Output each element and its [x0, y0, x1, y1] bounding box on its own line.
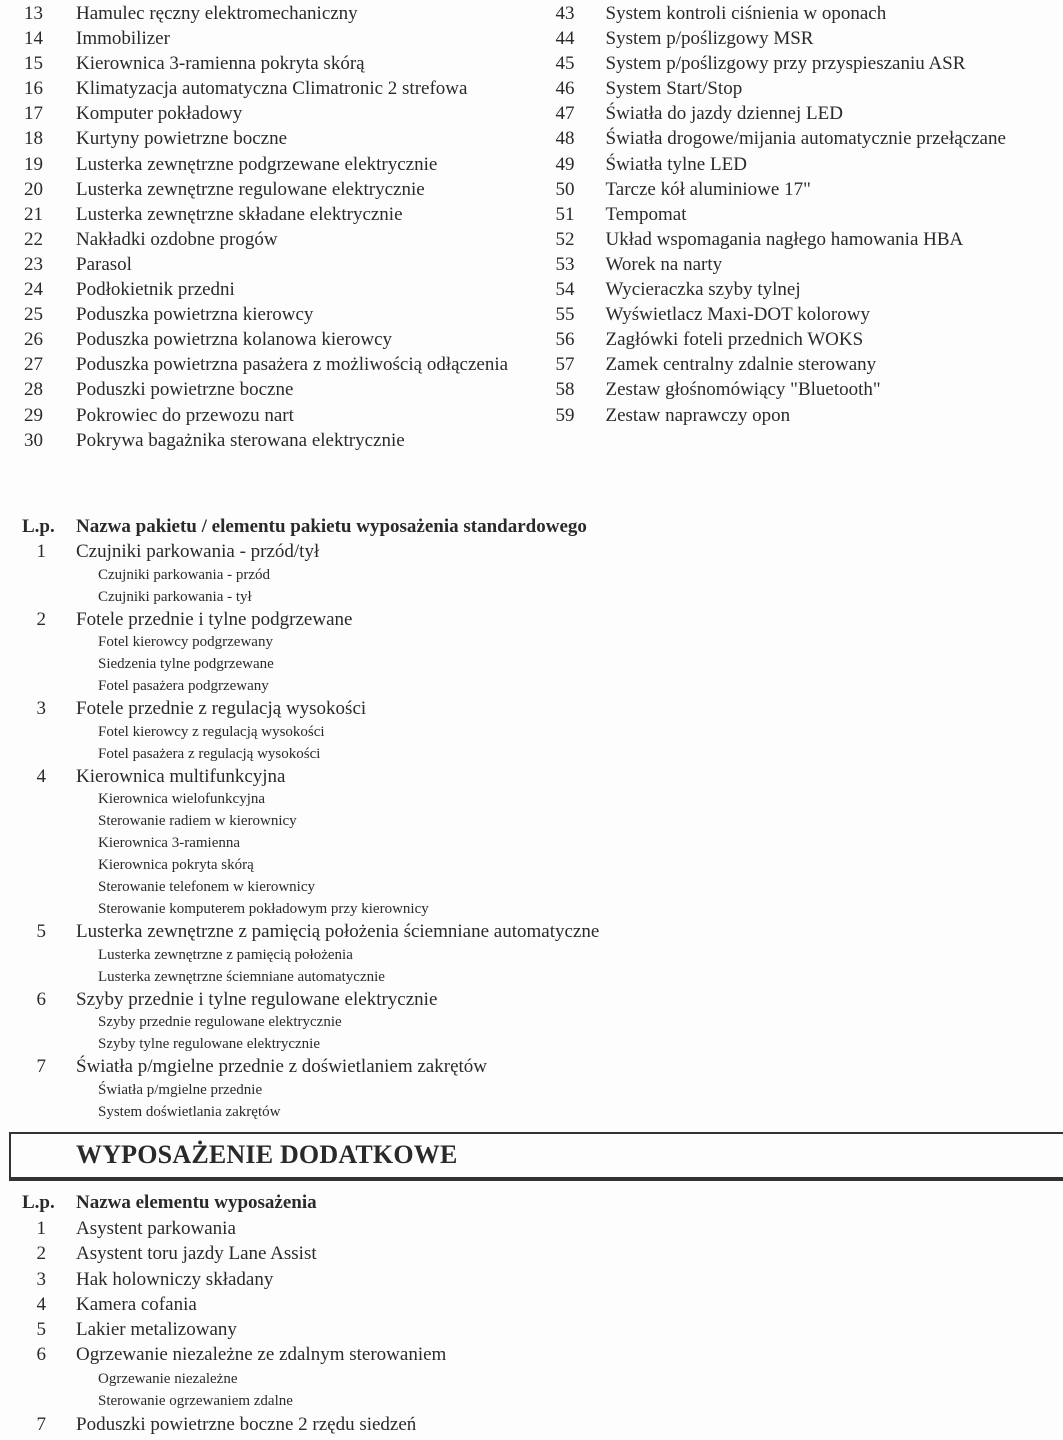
item-name: Podłokietnik przedni: [76, 279, 235, 301]
item-name: Zagłówki foteli przednich WOKS: [605, 329, 864, 351]
item-name: Pokrywa bagażnika sterowana elektrycznie: [76, 429, 405, 451]
sub-item: Szyby przednie regulowane elektrycznie: [98, 1014, 342, 1030]
item-number: 29: [24, 404, 43, 426]
item-number: 16: [24, 78, 43, 100]
item-number: 13: [24, 3, 43, 24]
item-number: 56: [555, 329, 575, 351]
list-item: [0, 1412, 1063, 1437]
item-number: 21: [24, 203, 43, 225]
item-name: Wycieraczka szyby tylnej: [605, 279, 801, 301]
item-name: Klimatyzacja automatyczna Climatronic 2 strefowa: [76, 78, 468, 100]
item-name: Światła p/mgielne przednie z doświetlaniem zakrętów: [76, 1056, 487, 1077]
list-item: [0, 126, 532, 151]
item-name: System kontroli ciśnienia w oponach: [605, 3, 887, 24]
list-item: [0, 26, 532, 51]
item-name: Czujniki parkowania - przód/tył: [76, 541, 320, 562]
equipment-row: [0, 252, 1063, 277]
list-item: [0, 1342, 1063, 1367]
item-number: 46: [555, 78, 575, 100]
list-item: [0, 608, 1063, 632]
equipment-row: [0, 26, 1063, 51]
equipment-row: [0, 202, 1063, 227]
item-name: Worek na narty: [605, 253, 723, 275]
list-item: [532, 403, 1063, 428]
item-number: 23: [24, 253, 43, 275]
list-item: [0, 1241, 1063, 1266]
item-name: Układ wspomagania nagłego hamowania HBA: [605, 228, 964, 250]
item-name: Lusterka zewnętrzne regulowane elektrycznie: [76, 178, 425, 200]
list-item: [0, 428, 532, 453]
equipment-row: [0, 377, 1063, 402]
sub-item: Sterowanie ogrzewaniem zdalne: [98, 1392, 293, 1409]
item-name: Fotele przednie i tylne podgrzewane: [76, 608, 353, 630]
list-item: [0, 101, 532, 126]
header-lp: L.p.: [22, 516, 55, 537]
list-item: [532, 302, 1063, 327]
item-name: System Start/Stop: [605, 78, 743, 100]
equipment-row: [0, 152, 1063, 177]
item-number: 22: [24, 228, 43, 250]
equipment-row: [0, 126, 1063, 151]
list-item: [532, 26, 1063, 51]
sub-item: Lusterka zewnętrzne z pamięcią położenia: [98, 946, 353, 963]
item-number: 49: [555, 153, 575, 175]
item-number: 45: [555, 53, 575, 75]
list-item: [0, 302, 532, 327]
item-name: Szyby przednie i tylne regulowane elektrycznie: [76, 988, 438, 1010]
item-name: Asystent toru jazdy Lane Assist: [76, 1243, 317, 1265]
sub-item: Kierownica pokryta skórą: [98, 857, 254, 873]
item-name: Immobilizer: [76, 28, 170, 50]
sub-item: Fotel kierowcy z regulacją wysokości: [98, 723, 325, 740]
list-item: [532, 252, 1063, 277]
item-number: 50: [555, 178, 575, 200]
item-number: 47: [555, 103, 575, 125]
additional-equipment-section: [0, 1190, 1063, 1437]
header-name: Nazwa elementu wyposażenia: [76, 1192, 317, 1213]
list-item: [532, 1, 1063, 26]
item-number: 24: [24, 279, 43, 301]
item-name: Poduszki powietrzne boczne: [76, 379, 294, 401]
list-item: [0, 920, 1063, 944]
item-number: 52: [555, 228, 575, 250]
table-header: [0, 514, 1063, 540]
item-number: 48: [555, 128, 575, 150]
item-name: Ogrzewanie niezależne ze zdalnym sterowaniem: [76, 1344, 447, 1366]
sub-item: Szyby tylne regulowane elektrycznie: [98, 1036, 320, 1052]
item-name: Światła drogowe/mijania automatycznie przełączane: [605, 128, 1006, 150]
sub-item: Fotel pasażera podgrzewany: [98, 678, 269, 694]
package-list: [0, 540, 1063, 1123]
item-number: 3: [36, 698, 46, 719]
list-item: [0, 327, 532, 352]
item-number: 43: [555, 3, 575, 24]
list-item: [0, 697, 1063, 721]
section-title-box: [9, 1132, 1063, 1181]
equipment-row: [0, 76, 1063, 101]
equipment-row: [0, 227, 1063, 252]
item-name: Wyświetlacz Maxi-DOT kolorowy: [605, 304, 870, 326]
item-number: 2: [36, 1243, 46, 1265]
list-item: [0, 403, 532, 428]
item-number: 1: [36, 1218, 46, 1239]
item-number: 20: [24, 178, 43, 200]
equipment-row: [0, 403, 1063, 428]
equipment-row: [0, 277, 1063, 302]
sub-item: Fotel kierowcy podgrzewany: [98, 634, 273, 650]
list-item: [0, 1292, 1063, 1317]
item-name: Zamek centralny zdalnie sterowany: [605, 354, 877, 376]
sub-item: Światła p/mgielne przednie: [98, 1081, 263, 1098]
equipment-row: [0, 352, 1063, 377]
item-number: 17: [24, 103, 43, 125]
list-item: [532, 327, 1063, 352]
list-item: [532, 277, 1063, 302]
sub-item: Sterowanie komputerem pokładowym przy kierownicy: [98, 901, 429, 917]
list-item: [0, 1267, 1063, 1292]
item-number: 53: [555, 253, 575, 275]
item-name: Poduszka powietrzna pasażera z możliwością odłączenia: [76, 354, 509, 376]
item-name: Poduszki powietrzne boczne 2 rzędu siedzeń: [76, 1413, 417, 1435]
list-item: [532, 428, 1063, 453]
item-name: Kierownica 3-ramienna pokryta skórą: [76, 53, 365, 75]
equipment-row: [0, 302, 1063, 327]
item-number: 26: [24, 329, 43, 351]
item-number: 54: [555, 279, 575, 301]
item-name: Nakładki ozdobne progów: [76, 228, 278, 250]
section-title: WYPOSAŻENIE DODATKOWE: [76, 1140, 458, 1169]
list-item: [0, 988, 1063, 1012]
standard-equipment-list: [0, 1, 1063, 453]
item-number: 1: [36, 541, 46, 562]
item-number: 5: [36, 1319, 46, 1341]
list-item: [0, 51, 532, 76]
item-number: 57: [555, 354, 575, 376]
equipment-row: [0, 177, 1063, 202]
standard-packages-section: [0, 514, 1063, 1123]
list-item: [0, 540, 1063, 564]
item-name: Kamera cofania: [76, 1293, 197, 1315]
list-item: [532, 377, 1063, 402]
sub-item: System doświetlania zakrętów: [98, 1103, 281, 1120]
list-item: [0, 352, 532, 377]
item-number: 4: [36, 1293, 46, 1315]
item-number: 55: [555, 304, 575, 326]
item-number: 28: [24, 379, 43, 401]
equipment-row: [0, 1, 1063, 26]
sub-item: Lusterka zewnętrzne ściemniane automatycznie: [98, 968, 385, 985]
list-item: [0, 252, 532, 277]
item-name: Zestaw naprawczy opon: [605, 404, 791, 426]
item-number: 6: [36, 988, 46, 1010]
item-name: Kierownica multifunkcyjna: [76, 765, 286, 787]
item-name: Światła do jazdy dziennej LED: [605, 103, 843, 125]
item-number: 30: [24, 429, 43, 451]
list-item: [0, 1, 532, 26]
item-number: 44: [555, 28, 575, 50]
item-name: Pokrowiec do przewozu nart: [76, 404, 294, 426]
list-item: [532, 352, 1063, 377]
table-header: [0, 1190, 1063, 1216]
sub-item: Ogrzewanie niezależne: [98, 1370, 238, 1387]
sub-item: Czujniki parkowania - przód: [98, 566, 271, 583]
additional-list: [0, 1216, 1063, 1437]
item-name: Hak holowniczy składany: [76, 1268, 274, 1290]
item-name: Światła tylne LED: [605, 153, 747, 175]
equipment-row: [0, 327, 1063, 352]
item-name: Parasol: [76, 253, 132, 275]
item-number: 51: [555, 203, 575, 225]
sub-item: Sterowanie radiem w kierownicy: [98, 813, 297, 829]
list-item: [0, 152, 532, 177]
item-number: 58: [555, 379, 575, 401]
equipment-row: [0, 428, 1063, 453]
item-number: 14: [24, 28, 43, 50]
item-number: 7: [36, 1413, 46, 1435]
sub-item: Sterowanie telefonem w kierownicy: [98, 879, 316, 895]
item-name: Poduszka powietrzna kolanowa kierowcy: [76, 329, 393, 351]
list-item: [0, 1055, 1063, 1079]
item-name: Asystent parkowania: [76, 1218, 236, 1239]
list-item: [532, 177, 1063, 202]
list-item: [0, 227, 532, 252]
item-name: Komputer pokładowy: [76, 103, 243, 125]
item-name: Zestaw głośnomówiący "Bluetooth": [605, 379, 881, 401]
item-number: 19: [24, 153, 43, 175]
list-item: [532, 101, 1063, 126]
sub-item: Czujniki parkowania - tył: [98, 588, 252, 605]
sub-item: Siedzenia tylne podgrzewane: [98, 656, 274, 672]
item-number: 6: [36, 1344, 46, 1366]
list-item: [532, 76, 1063, 101]
item-name: Tarcze kół aluminiowe 17": [605, 178, 811, 200]
item-number: 15: [24, 53, 43, 75]
item-name: Tempomat: [605, 203, 687, 225]
list-item: [0, 76, 532, 101]
sub-item: Kierownica wielofunkcyjna: [98, 791, 266, 807]
sub-item: Kierownica 3-ramienna: [98, 835, 241, 851]
item-name: Lakier metalizowany: [76, 1319, 237, 1341]
list-item: [0, 277, 532, 302]
list-item: [0, 202, 532, 227]
list-item: [0, 1216, 1063, 1241]
list-item: [532, 152, 1063, 177]
list-item: [0, 1317, 1063, 1342]
list-item: [0, 177, 532, 202]
list-item: [0, 765, 1063, 789]
item-name: Poduszka powietrzna kierowcy: [76, 304, 314, 326]
item-name: Lusterka zewnętrzne z pamięcią położenia ściemniane automatyczne: [76, 921, 600, 942]
sub-item: Fotel pasażera z regulacją wysokości: [98, 745, 321, 762]
item-name: Fotele przednie z regulacją wysokości: [76, 698, 367, 719]
list-item: [532, 227, 1063, 252]
header-name: Nazwa pakietu / elementu pakietu wyposażenia standardowego: [76, 516, 587, 537]
item-name: Lusterka zewnętrzne składane elektrycznie: [76, 203, 403, 225]
item-number: 5: [36, 921, 46, 942]
item-number: 25: [24, 304, 43, 326]
list-item: [532, 202, 1063, 227]
equipment-row: [0, 51, 1063, 76]
header-lp: L.p.: [22, 1192, 55, 1213]
item-name: System p/poślizgowy przy przyspieszaniu ASR: [605, 53, 966, 75]
list-item: [532, 126, 1063, 151]
item-name: Lusterka zewnętrzne podgrzewane elektrycznie: [76, 153, 438, 175]
list-item: [532, 51, 1063, 76]
list-item: [0, 377, 532, 402]
item-name: Hamulec ręczny elektromechaniczny: [76, 3, 358, 24]
item-number: 4: [36, 765, 46, 787]
item-name: Kurtyny powietrzne boczne: [76, 128, 288, 150]
item-number: 59: [555, 404, 575, 426]
item-number: 18: [24, 128, 43, 150]
item-number: 27: [24, 354, 43, 376]
equipment-row: [0, 101, 1063, 126]
item-number: 3: [36, 1268, 46, 1290]
item-number: 2: [36, 608, 46, 630]
item-number: 7: [36, 1056, 46, 1077]
item-name: System p/poślizgowy MSR: [605, 28, 814, 50]
